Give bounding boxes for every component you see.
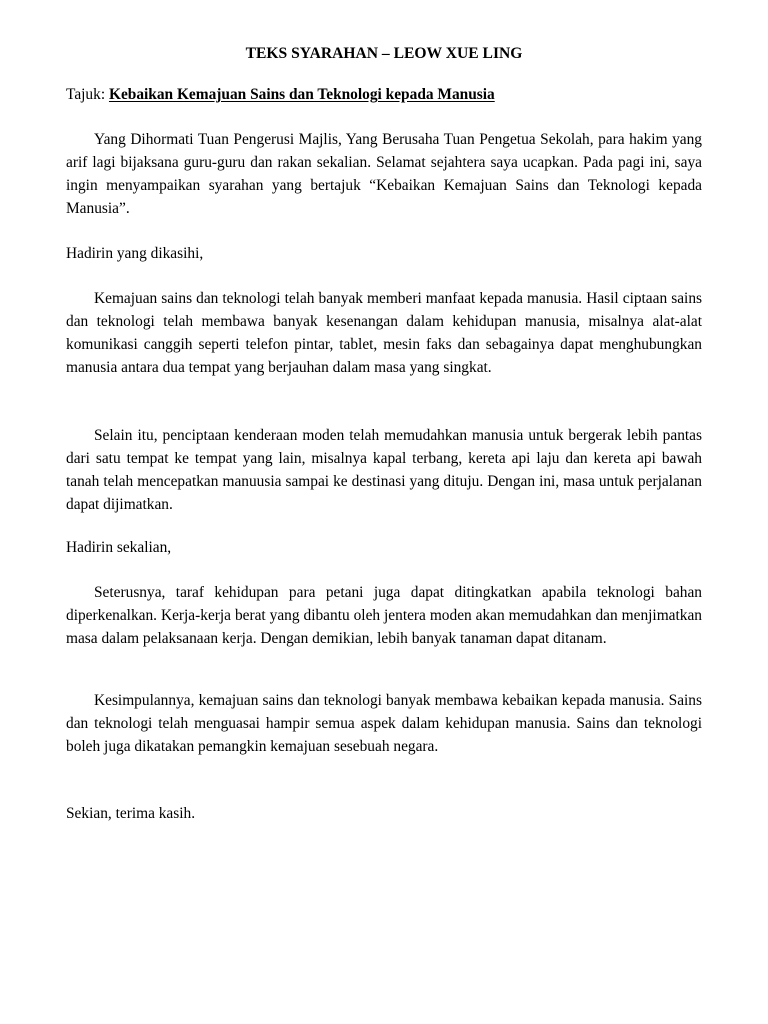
document-title: TEKS SYARAHAN – LEOW XUE LING (245, 45, 523, 62)
body-paragraph-transport: Selain itu, penciptaan kenderaan moden telah memudahkan manusia untuk bergerak lebih pantas dari satu tempat ke tempat yang lain, misalnya kapal terbang, kereta api laju dan kereta api bawah tanah telah mencepatkan manuusia sampai ke destinasi yang dituju. Dengan ini, masa untuk perjalanan dapat dijimatkan. (66, 427, 702, 513)
topic-line (66, 83, 702, 106)
conclusion-paragraph: Kesimpulannya, kemajuan sains dan teknologi banyak membawa kebaikan kepada manusia. Sains dan teknologi telah menguasai hampir semua aspek dalam kehidupan manusia. Sains dan teknologi boleh juga dikatakan pemangkin kemajuan sesebuah negara. (66, 692, 702, 755)
salutation-dikasihi: Hadirin yang dikasihi, (66, 245, 204, 262)
closing-line: Sekian, terima kasih. (66, 805, 196, 822)
opening-paragraph: Yang Dihormati Tuan Pengerusi Majlis, Yang Berusaha Tuan Pengetua Sekolah, para hakim yang arif lagi bijaksana guru-guru dan rakan sekalian. Selamat sejahtera saya ucapkan. Pada pagi ini, saya ingin menyampaikan syarahan yang bertajuk “Kebaikan Kemajuan Sains dan Teknologi kepada Manusia”. (66, 131, 702, 217)
salutation-sekalian: Hadirin sekalian, (66, 539, 172, 556)
body-paragraph-agriculture: Seterusnya, taraf kehidupan para petani juga dapat ditingkatkan apabila teknologi bahan diperkenalkan. Kerja-kerja berat yang dibantu oleh jentera moden akan memudahkan dan menjimatkan masa dalam pelaksanaan kerja. Dengan demikian, lebih banyak tanaman dapat ditanam. (66, 584, 702, 647)
topic-title: Kebaikan Kemajuan Sains dan Teknologi kepada Manusia (108, 86, 495, 103)
topic-label: Tajuk: (66, 86, 106, 103)
body-paragraph-communication: Kemajuan sains dan teknologi telah banyak memberi manfaat kepada manusia. Hasil ciptaan sains dan teknologi telah membawa banyak kesenangan dalam kehidupan manusia, misalnya alat-alat komunikasi canggih seperti telefon pintar, tablet, mesin faks dan sebagainya dapat menghubungkan manusia antara dua tempat yang berjauhan dalam masa yang singkat. (66, 290, 702, 376)
